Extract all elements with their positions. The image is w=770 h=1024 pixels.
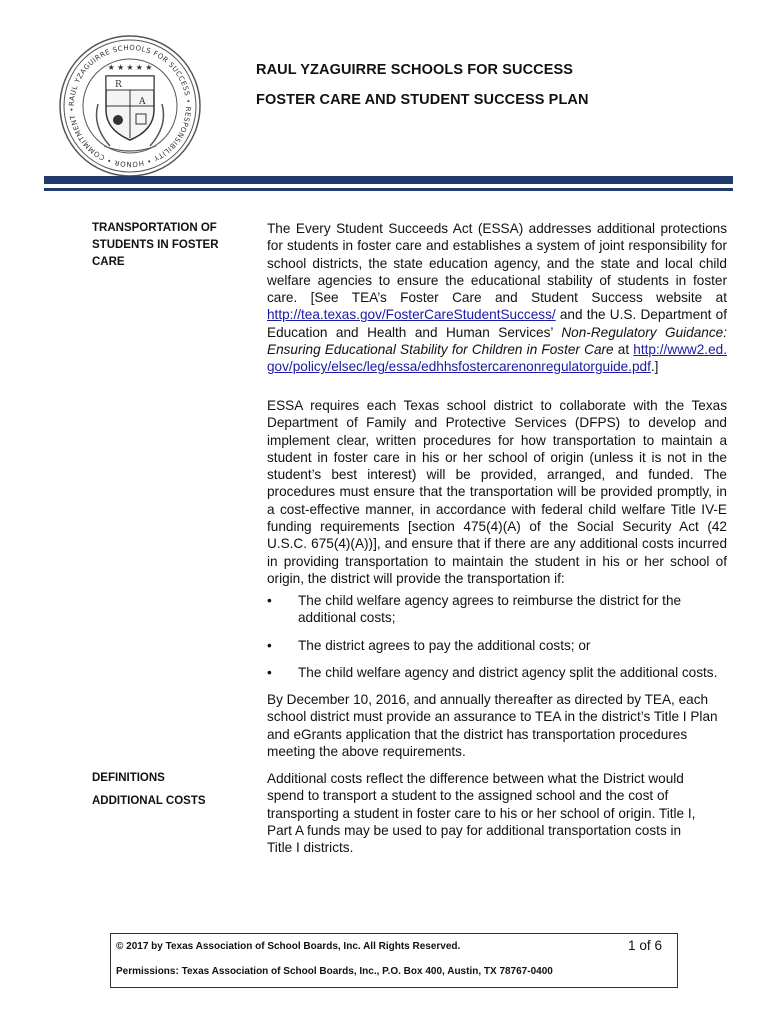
additional-costs-paragraph: Additional costs reflect the difference between what the District would spend to transport a student to the assigned school and the cost of transporting a student in foster care to his or her school of origin. Title I, Part A funds may be used to pay for additional transportation costs in Title I districts. (267, 771, 696, 856)
assurance-paragraph: By December 10, 2016, and annually thereafter as directed by TEA, each school district must provide an assurance to TEA in the district’s Title I Plan and eGrants application that the district has transportation procedures meeting the above requirements. (267, 692, 718, 759)
definitions-heading: DEFINITIONS (92, 772, 165, 784)
transportation-heading (92, 220, 252, 271)
copyright-text: © 2017 by Texas Association of School Boards, Inc. All Rights Reserved. (116, 941, 461, 952)
additional-costs-heading: ADDITIONAL COSTS (92, 795, 206, 807)
tea-foster-care-link[interactable]: http://tea.texas.gov/FosterCareStudentSuccess/ (267, 307, 556, 323)
bullet-icon: • (267, 665, 272, 680)
school-seal-logo (58, 34, 202, 178)
bullet-icon: • (267, 593, 272, 608)
school-title: RAUL YZAGUIRRE SCHOOLS FOR SUCCESS (256, 62, 574, 78)
paragraph-text: and the U.S. Department of Education and Health and Human Services’ (267, 307, 727, 340)
svg-text:RAUL YZAGUIRRE SCHOOLS FOR SUC: RAUL YZAGUIRRE SCHOOLS FOR SUCCESS • RESPONSIBILITY • HONOR • COMMITMENT • (67, 43, 193, 169)
paragraph-text: The Every Student Succeeds Act (ESSA) addresses additional protections for students in foster care and establishes a system of joint responsibility for school districts, the state education agency, and the state and local child welfare agencies to ensure the educational stability of students in foster care. [See TEA’s Foster Care and Student Success website at (267, 221, 727, 306)
guidance-title: Non-Regulatory Guidance: Ensuring Educational Stability for Children in Foster Care (267, 324, 727, 358)
svg-text:A: A (139, 97, 146, 107)
essa-requirements-paragraph: ESSA requires each Texas school district to collaborate with the Texas Department of Family and Protective Services (DFPS) to develop and implement clear, written procedures for how transportation to maintain a student in foster care in his or her school of origin (unless it is not in the student’s best interest) will be provided, arranged, and funded. The procedures must ensure that the transportation will be provided promptly, in a cost-effective manner, in accordance with federal child welfare Title IV-E funding requirements [section 475(4)(A) of the Social Security Act (42 U.S.C. 675(4)(A))], and ensure that if there are any additional costs incurred in providing transportation to maintain the student in his or her school of origin, the district will provide the transportation if: (267, 398, 727, 586)
list-item-text: The district agrees to pay the additional costs; or (298, 638, 591, 653)
essa-intro-paragraph (267, 220, 727, 376)
plan-title: FOSTER CARE AND STUDENT SUCCESS PLAN (256, 92, 589, 108)
list-item-text: The child welfare agency agrees to reimburse the district for the additional costs; (298, 593, 682, 626)
header-rule-thin (44, 188, 733, 191)
permissions-text: Permissions: Texas Association of School Boards, Inc., P.O. Box 400, Austin, TX 78767-0400 (116, 966, 553, 977)
ed-gov-guidance-link[interactable]: http://www2.ed.gov/policy/elsec/leg/essa/edhhsfostercarenonregulatorguide.pdf (267, 342, 727, 375)
transportation-heading-line: STUDENTS IN FOSTER (92, 239, 219, 251)
paragraph-text: .] (650, 359, 659, 375)
bullet-icon: • (267, 638, 272, 653)
seal-icon (58, 34, 202, 178)
header-rule-thick (44, 176, 733, 184)
transportation-heading-line: CARE (92, 256, 125, 268)
paragraph-text: at (613, 342, 634, 358)
svg-text:★ ★ ★ ★ ★: ★ ★ ★ ★ ★ (107, 63, 153, 72)
page-number: 1 of 6 (628, 938, 663, 953)
svg-text:R: R (115, 80, 122, 90)
list-item-text: The child welfare agency and district agency split the additional costs. (298, 665, 718, 680)
transportation-heading-line: TRANSPORTATION OF (92, 222, 217, 234)
